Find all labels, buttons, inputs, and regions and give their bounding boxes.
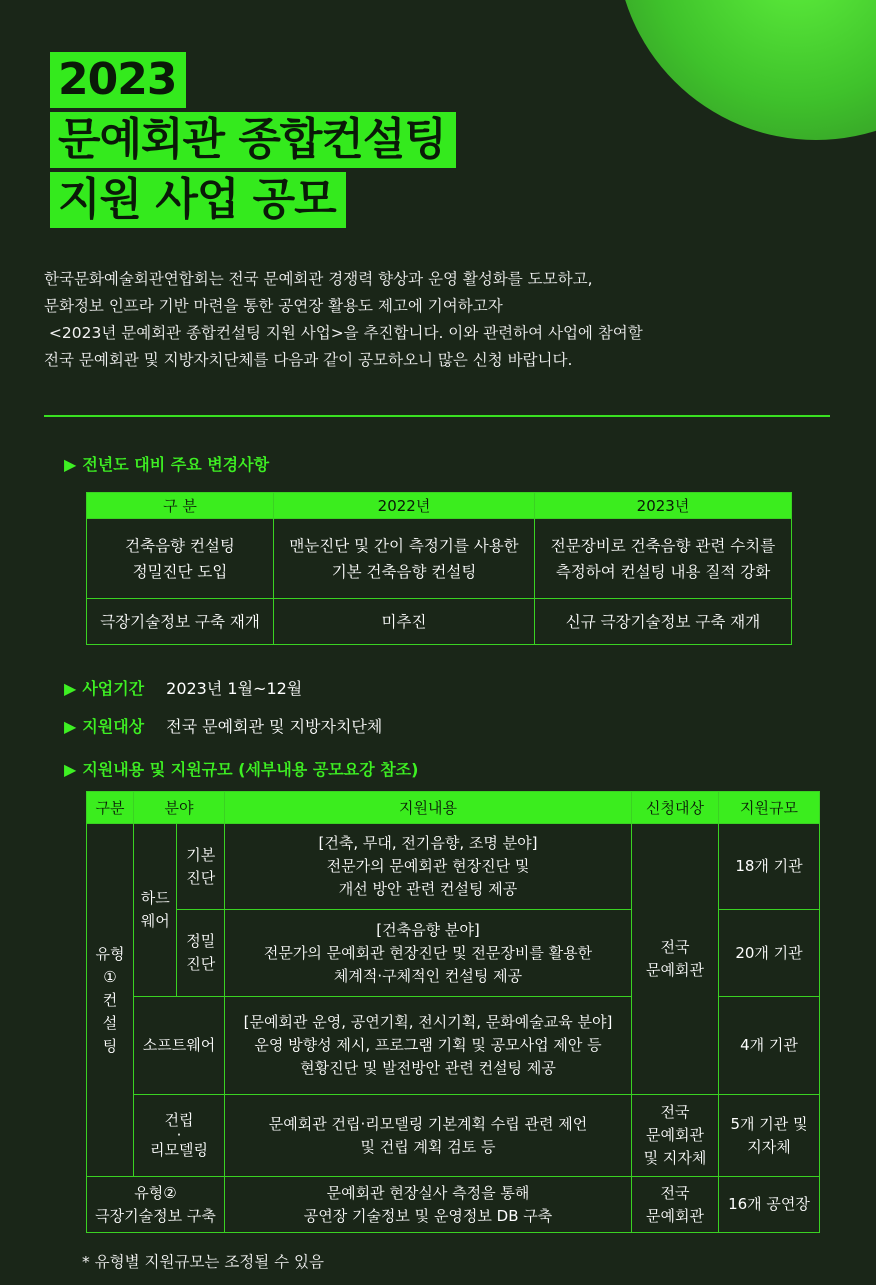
page-title [50,52,456,232]
triangle-icon: ▶ [64,455,77,474]
triangle-icon: ▶ [64,717,77,736]
table-row [87,1095,820,1177]
target-value: 전국 문예회관 및 지방자치단체 [166,717,383,736]
target-row [64,714,382,737]
build-applicant: 전국 문예회관 및 지자체 [632,1095,719,1177]
triangle-icon: ▶ [64,679,77,698]
title-line-3: 지원 사업 공모 [50,172,346,228]
target-label: 지원대상 [82,717,145,736]
section-heading-changes: ▶ 전년도 대비 주요 변경사항 [64,455,270,474]
hardware-cell: 하드 웨어 [134,824,177,997]
table-header-row [87,493,792,519]
col-header: 2023년 [535,493,792,519]
title-line-2: 문예회관 종합컨설팅 [50,112,456,168]
software-content: [문예회관 운영, 공연기획, 전시기획, 문화예술교육 분야] 운영 방향성 제시, 프로그램 기획 및 공모사업 제안 등 현황진단 및 발전방안 관련 컨설팅 제공 [225,997,632,1095]
precise-content: [건축음향 분야] 전문가의 문예회관 현장진단 및 전문장비를 활용한 체계적·구체적인 컨설팅 제공 [225,910,632,997]
table-cell: 건축음향 컨설팅 정밀진단 도입 [87,519,274,599]
triangle-icon: ▶ [64,760,77,779]
basic-content: [건축, 무대, 전기음향, 조명 분야] 전문가의 문예회관 현장진단 및 개선 방안 관련 컨설팅 제공 [225,824,632,910]
period-row [64,676,302,699]
table-row [87,1177,820,1233]
period-label: 사업기간 [82,679,145,698]
corner-decoration [616,0,876,140]
intro-line: <2023년 문예회관 종합컨설팅 지원 사업>을 추진합니다. 이와 관련하여 사업에 참여할 [44,324,643,342]
intro-paragraph [44,266,844,374]
type2-scale: 16개 공연장 [719,1177,820,1233]
section-heading-support: ▶ 지원내용 및 지원규모 (세부내용 공모요강 참조) [64,760,419,779]
type2-content: 문예회관 현장실사 측정을 통해 공연장 기술정보 및 운영정보 DB 구축 [225,1177,632,1233]
table-cell: 신규 극장기술정보 구축 재개 [535,599,792,645]
software-cell: 소프트웨어 [134,997,225,1095]
table-cell: 전문장비로 건축음향 관련 수치를 측정하여 컨설팅 내용 질적 강화 [535,519,792,599]
period-value: 2023년 1월~12월 [166,679,303,698]
support-table [86,791,820,1233]
software-scale: 4개 기관 [719,997,820,1095]
col-header: 신청대상 [632,792,719,824]
type2-applicant: 전국 문예회관 [632,1177,719,1233]
table-row [87,599,792,645]
table-cell: 맨눈진단 및 간이 측정기를 사용한 기본 건축음향 컨설팅 [274,519,535,599]
table-cell: 미추진 [274,599,535,645]
type2-cell: 유형② 극장기술정보 구축 [87,1177,225,1233]
table-row [87,519,792,599]
precise-scale: 20개 기관 [719,910,820,997]
col-header: 구 분 [87,493,274,519]
build-scale: 5개 기관 및 지자체 [719,1095,820,1177]
footnote: * 유형별 지원규모는 조정될 수 있음 [82,1253,325,1271]
build-content: 문예회관 건립·리모델링 기본계획 수립 관련 제언 및 건립 계획 검토 등 [225,1095,632,1177]
changes-table [86,492,792,645]
table-row [87,824,820,910]
col-header: 2022년 [274,493,535,519]
intro-line: 전국 문예회관 및 지방자치단체를 다음과 같이 공모하오니 많은 신청 바랍니다. [44,351,573,369]
precise-cell: 정밀 진단 [177,910,225,997]
col-header: 지원내용 [225,792,632,824]
intro-line: 한국문화예술회관연합회는 전국 문예회관 경쟁력 향상과 운영 활성화를 도모하고, [44,270,593,288]
divider [44,415,830,417]
title-year: 2023 [50,52,186,108]
applicant-cell: 전국 문예회관 [632,824,719,1095]
basic-scale: 18개 기관 [719,824,820,910]
basic-cell: 기본 진단 [177,824,225,910]
build-cell: 건립 · 리모델링 [134,1095,225,1177]
col-header: 분야 [134,792,225,824]
type1-cell: 유형 ① 컨 설 팅 [87,824,134,1177]
col-header: 지원규모 [719,792,820,824]
table-cell: 극장기술정보 구축 재개 [87,599,274,645]
intro-line: 문화정보 인프라 기반 마련을 통한 공연장 활용도 제고에 기여하고자 [44,297,503,315]
table-header-row [87,792,820,824]
col-header: 구분 [87,792,134,824]
